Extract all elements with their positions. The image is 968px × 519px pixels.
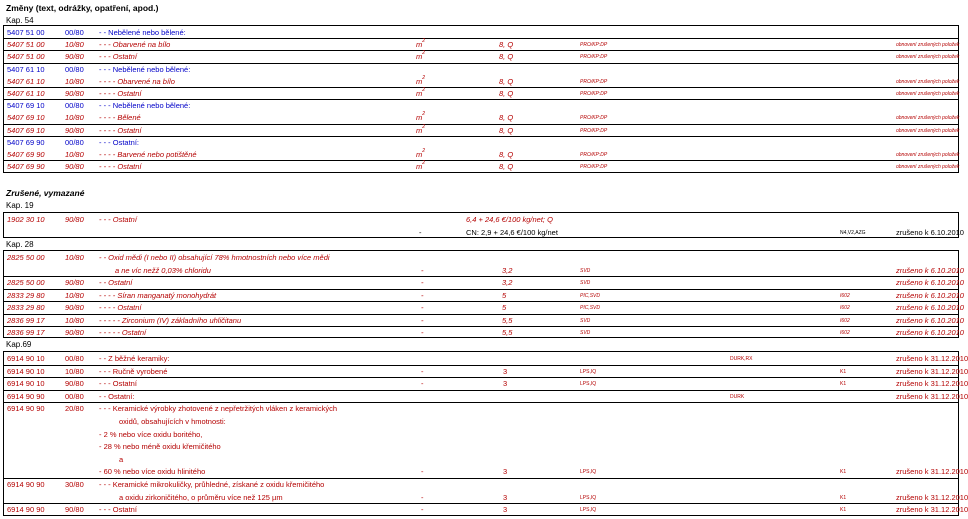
measure-code: SVD [580, 317, 591, 324]
tariff-suffix: 10/80 [65, 76, 84, 86]
duty-rate: 3 [503, 467, 508, 477]
table-row [4, 252, 958, 264]
tariff-suffix: 00/80 [65, 64, 84, 74]
tariff-code: 1902 30 10 [7, 215, 45, 224]
note: zrušeno k 6.10.2010 [896, 290, 964, 300]
description: - - - Keramické mikrokuličky, průhledné, získané z oxidu křemičitého [99, 480, 325, 489]
note: zrušeno k 6.10.2010 [896, 265, 964, 275]
additional-code: K1 [840, 507, 847, 514]
cancelled-header: Zrušené, vymazané [6, 188, 85, 198]
table-row [4, 125, 958, 137]
note: zrušeno k 31.12.2010 [896, 366, 968, 376]
tariff-suffix: 90/80 [65, 125, 84, 135]
page-header: Změny (text, odrážky, opatření, apod.) [6, 3, 159, 13]
table-row [4, 504, 968, 516]
dash: - [421, 290, 424, 300]
tariff-suffix: 10/80 [65, 253, 84, 262]
tariff-code: 2836 99 17 [7, 315, 45, 325]
table-row [4, 315, 964, 327]
table-row [4, 454, 958, 466]
tariff-suffix: 10/80 [65, 113, 84, 123]
dash: - [421, 303, 424, 312]
dash: - [421, 366, 424, 376]
note: zrušeno k 31.12.2010 [896, 505, 968, 515]
measure-code: SVD [580, 267, 591, 274]
duty-rate: 8, Q [499, 40, 514, 50]
chapter-54-label: Kap. 54 [6, 16, 34, 25]
chapter-69-label: Kap.69 [6, 340, 32, 349]
description: - - - Obarvené na bílo [99, 40, 171, 50]
tariff-code: 5407 61 10 [7, 64, 45, 74]
tariff-code: 5407 61 10 [7, 76, 45, 86]
tariff-suffix: 10/80 [65, 366, 84, 376]
table-row [4, 366, 968, 378]
duty-rate: 5 [502, 303, 507, 312]
additional-code: I602 [840, 292, 850, 299]
tariff-suffix: 90/80 [65, 52, 84, 62]
unit: $m^2$ [416, 160, 426, 172]
note: obnovení zrušených položek [896, 152, 960, 158]
measure-code: LPS,IQ [580, 494, 597, 501]
description: a oxidu zirkoničitého, o průměru více než 125 µm [119, 492, 283, 502]
table-row [4, 100, 958, 112]
tariff-code: 5407 51 00 [7, 52, 45, 62]
description: - - - Nebělené nebo bělené: [99, 101, 191, 111]
measure-code: N4,V2,AZG [840, 229, 866, 236]
table-row [4, 353, 968, 365]
tariff-code: 2836 99 17 [7, 328, 45, 337]
dash: - [421, 505, 424, 515]
tariff-code: 5407 69 90 [7, 137, 45, 147]
dash: - [421, 467, 424, 477]
table-row [4, 161, 958, 173]
duty-rate: 5,5 [502, 315, 513, 325]
description: - - - - Obarvené na bílo [99, 76, 175, 86]
chapter-28-table [3, 250, 964, 338]
tariff-suffix: 00/80 [65, 391, 84, 401]
description: - - - Ostatní: [99, 137, 140, 147]
description: - - - - Síran manganatý monohydrát [99, 290, 217, 300]
duty-rate: 8, Q [499, 162, 514, 172]
note: obnovení zrušených položek [896, 54, 960, 61]
tariff-suffix: 10/80 [65, 315, 84, 325]
note: zrušeno k 6.10.2010 [896, 227, 964, 237]
duty-rate: 3,2 [502, 265, 513, 275]
tariff-code: 5407 69 90 [7, 150, 45, 159]
note: obnovení zrušených položek [896, 127, 960, 134]
tariff-suffix: 90/80 [65, 162, 84, 172]
unit: $m^2$ [416, 50, 426, 62]
duty-rate: 3 [503, 505, 508, 515]
tariff-code: 2833 29 80 [7, 290, 45, 300]
tariff-suffix: 00/80 [65, 137, 84, 147]
dash: - [421, 379, 424, 389]
description: - - Nebělené nebo bělené: [99, 28, 186, 37]
measure-code: PRO/KP:DP [580, 91, 608, 97]
description: - - Ostatní [99, 278, 133, 287]
measure-code-2: DURK [730, 393, 745, 400]
tariff-suffix: 10/80 [65, 150, 84, 159]
duty-rate: 3 [503, 379, 508, 389]
tariff-code: 6914 90 90 [7, 505, 45, 515]
tariff-suffix: 90/80 [65, 215, 84, 224]
measure-code: PRO/KP:DP [580, 152, 608, 158]
tariff-code: 6914 90 90 [7, 480, 45, 489]
table-row [4, 277, 964, 289]
duty-rate: CN: 2,9 + 24,6 €/100 kg/net [466, 227, 558, 237]
note: obnovení zrušených položek [896, 164, 960, 171]
description: - 2 % nebo více oxidu boritého, [99, 429, 203, 439]
tariff-code: 6914 90 10 [7, 354, 45, 363]
table-row [4, 492, 968, 504]
duty-rate: 6,4 + 24,6 €/100 kg/net; Q [466, 215, 553, 224]
measure-code: LPS,IQ [580, 507, 597, 514]
description: oxidů, obsahujících v hmotnosti: [119, 417, 226, 426]
table-row [4, 76, 958, 88]
duty-rate: 3 [503, 492, 508, 502]
dash: - [421, 315, 424, 325]
table-row [4, 290, 964, 302]
tariff-suffix: 90/80 [65, 379, 84, 389]
duty-rate: 8, Q [499, 52, 514, 62]
table-row [4, 214, 958, 226]
table-row [4, 64, 958, 76]
description: a ne víc nežž 0,03% chloridu [115, 265, 211, 275]
tariff-suffix: 90/80 [65, 303, 84, 312]
tariff-code: 6914 90 10 [7, 366, 45, 376]
additional-code: I602 [840, 330, 850, 336]
table-row [4, 302, 964, 314]
duty-rate: 3 [503, 366, 508, 376]
tariff-suffix: 90/80 [65, 89, 84, 98]
unit: $m^2$ [416, 148, 426, 159]
tariff-suffix: 90/80 [65, 278, 84, 287]
table-row [4, 479, 958, 491]
additional-code: I602 [840, 317, 850, 324]
tariff-code: 5407 69 10 [7, 113, 45, 123]
duty-rate: 8, Q [499, 76, 514, 86]
measure-code: PIC,SVD [580, 292, 601, 299]
tariff-suffix: 20/80 [65, 404, 84, 414]
measure-code: PRO/KP:DP [580, 127, 608, 134]
description: - - - Keramické výrobky zhotovené z nepřetržitých vláken z keramických [99, 404, 337, 414]
tariff-suffix: 00/80 [65, 354, 84, 363]
note: obnovení zrušených položek [896, 42, 960, 49]
table-row [4, 416, 958, 428]
table-row [4, 39, 958, 51]
table-row [4, 378, 968, 390]
unit: $m^2$ [416, 87, 426, 98]
table-row [4, 391, 968, 403]
measure-code: PRO/KP:DP [580, 42, 608, 49]
tariff-suffix: 10/80 [65, 290, 84, 300]
chapter-19-table [3, 212, 964, 238]
tariff-code: 2825 50 00 [7, 253, 45, 262]
description: - - - - Ostatní [99, 162, 142, 172]
note: zrušeno k 31.12.2010 [896, 467, 968, 477]
chapter-69-table [3, 351, 968, 516]
description: - - - Ostatní [99, 52, 137, 62]
measure-code: PIC,SVD [580, 305, 601, 311]
tariff-code: 2825 50 00 [7, 278, 45, 287]
description: - 60 % nebo více oxidu hlinitého [99, 467, 206, 477]
duty-rate: 5,5 [502, 328, 513, 337]
table-row [4, 327, 964, 339]
note: zrušeno k 6.10.2010 [896, 303, 964, 312]
description: - - - - Ostatní [99, 125, 142, 135]
dash: - [421, 278, 424, 287]
duty-rate: 8, Q [499, 89, 514, 98]
additional-code: K1 [840, 368, 847, 375]
tariff-code: 5407 69 10 [7, 101, 45, 111]
description: - 28 % nebo méně oxidu křemičitého [99, 442, 221, 452]
tariff-code: 5407 61 10 [7, 89, 45, 98]
tariff-code: 2833 29 80 [7, 303, 45, 312]
description: a [119, 454, 124, 464]
additional-code: K1 [840, 381, 847, 388]
duty-rate: 3,2 [502, 278, 513, 287]
note: zrušeno k 31.12.2010 [896, 492, 968, 502]
chapter-19-label: Kap. 19 [6, 201, 34, 210]
description: - - Oxid mědi (I nebo II) obsahující 78% hmotnostních nebo více mědi [99, 253, 330, 262]
table-row [4, 429, 958, 441]
note: zrušeno k 6.10.2010 [896, 315, 964, 325]
description: - - - - - Zirconium (IV) základního uhličitanu [99, 315, 242, 325]
changes-table [3, 25, 959, 173]
description: - - - - Bělené [99, 113, 141, 123]
description: - - - - Ostatní [99, 303, 142, 312]
tariff-suffix: 90/80 [65, 328, 84, 337]
table-row [4, 265, 964, 277]
table-row [4, 137, 958, 149]
description: - - - Ostatní [99, 379, 137, 389]
measure-code: PRO/KP:DP [580, 115, 608, 122]
tariff-code: 5407 69 90 [7, 162, 45, 172]
measure-code: LPS,IQ [580, 469, 597, 476]
unit: $m^2$ [416, 74, 426, 86]
measure-code: PRO/KP:DP [580, 54, 608, 61]
dash: - [421, 265, 424, 275]
measure-code: SVD [580, 280, 591, 286]
duty-rate: 8, Q [499, 125, 514, 135]
note: obnovení zrušených položek [896, 115, 960, 122]
duty-rate: 8, Q [499, 150, 514, 159]
table-row [4, 112, 958, 124]
dash: - [421, 328, 424, 337]
measure-code: PRO/KP:DP [580, 164, 608, 171]
description: - - - Ručně vyrobené [99, 366, 168, 376]
measure-code: LPS,IQ [580, 368, 597, 375]
additional-code: K1 [840, 469, 847, 476]
note: zrušeno k 31.12.2010 [896, 354, 968, 363]
table-row [4, 466, 968, 478]
unit: $m^2$ [416, 38, 426, 50]
dash: - [419, 227, 422, 237]
dash: - [421, 492, 424, 502]
table-row [4, 149, 958, 161]
measure-code: LPS,IQ [580, 381, 597, 388]
table-row [4, 88, 958, 100]
tariff-code: 5407 51 00 [7, 40, 45, 50]
tariff-code: 5407 69 10 [7, 125, 45, 135]
tariff-code: 6914 90 10 [7, 379, 45, 389]
description: - - - Ostatní [99, 215, 137, 224]
measure-code-2: DURK,RX [730, 356, 753, 362]
additional-code: K1 [840, 494, 847, 501]
tariff-suffix: 00/80 [65, 101, 84, 111]
description: - - Ostatní: [99, 391, 135, 401]
tariff-suffix: 90/80 [65, 505, 84, 515]
table-row [4, 51, 958, 63]
description: - - - Ostatní [99, 505, 137, 515]
tariff-code: 6914 90 90 [7, 404, 45, 414]
table-row [4, 403, 958, 415]
note: zrušeno k 31.12.2010 [896, 379, 968, 389]
duty-rate: 8, Q [499, 113, 514, 123]
unit: $m^2$ [416, 123, 426, 135]
description: - - - - - Ostatní [99, 328, 147, 337]
note: obnovení zrušených položek [896, 78, 960, 85]
tariff-suffix: 10/80 [65, 40, 84, 50]
chapter-28-label: Kap. 28 [6, 240, 34, 249]
table-row [4, 27, 958, 39]
tariff-suffix: 30/80 [65, 480, 84, 489]
table-row [4, 227, 964, 239]
note: zrušeno k 6.10.2010 [896, 278, 964, 287]
additional-code: I602 [840, 305, 850, 311]
description: - - - Nebělené nebo bělené: [99, 64, 191, 74]
note: zrušeno k 6.10.2010 [896, 328, 964, 337]
unit: $m^2$ [416, 111, 426, 123]
table-row [4, 441, 958, 453]
tariff-code: 6914 90 90 [7, 391, 45, 401]
description: - - - - Ostatní [99, 89, 142, 98]
measure-code: PRO/KP:DP [580, 78, 608, 85]
measure-code: SVD [580, 330, 591, 336]
description: - - Z běžné keramiky: [99, 354, 170, 363]
tariff-suffix: 00/80 [65, 28, 84, 37]
duty-rate: 5 [502, 290, 507, 300]
tariff-code: 5407 51 00 [7, 28, 45, 37]
note: obnovení zrušených položek [896, 91, 960, 97]
description: - - - - Barvené nebo potištěné [99, 150, 197, 159]
note: zrušeno k 31.12.2010 [896, 391, 968, 401]
